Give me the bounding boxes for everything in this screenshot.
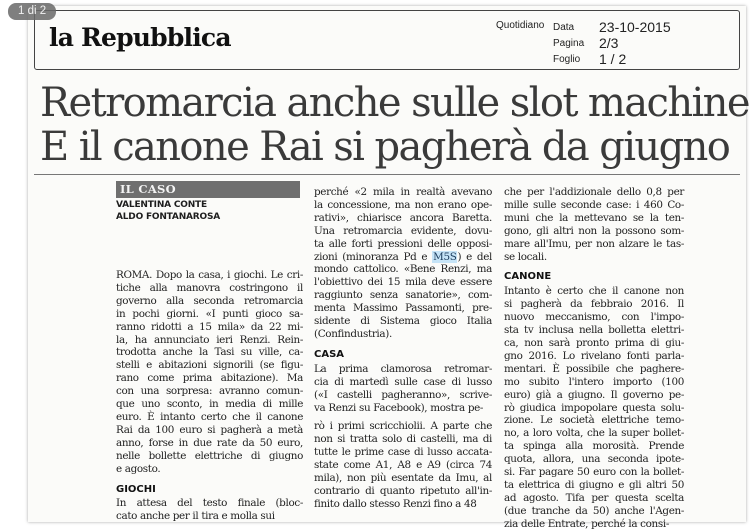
article-text-line: governo alla seconda retromarcia — [116, 294, 303, 307]
article-text-line: cia di martedì sulle case di lusso — [314, 375, 492, 388]
article-text-line: tutte le prime case di lusso accata- — [314, 446, 492, 459]
article-text-line: ROMA. Dopo la casa, i giochi. Le cri- — [116, 269, 303, 281]
article-text-line: menta Massimo Passamonti, pre- — [314, 302, 492, 315]
article-text-line: perché «2 mila in realtà avevano — [314, 186, 492, 198]
article-text-line: ta alle forti pressioni delle opposi- — [314, 237, 492, 250]
article-text-line: no, a loro volta, che la super bollet- — [504, 427, 684, 440]
meta-label: Pagina — [553, 38, 585, 49]
article-text-line: e agosto. — [116, 462, 161, 475]
article-text-line: mo subito l'intero importo (100 — [504, 375, 684, 388]
meta-row-foglio — [553, 51, 733, 67]
article-text-fragment: ) e del — [457, 250, 493, 263]
article-text-line: gno 2016. Lo rivelano fonti parla- — [504, 349, 684, 362]
article-text-line: muni che la mettevano se la ten- — [504, 211, 684, 224]
selected-text-highlight[interactable]: M5S — [433, 250, 457, 263]
article-text-line: trodotta anche la Tasi su ville, ca- — [116, 346, 303, 359]
article-text-line: con una sorpresa: avranno comun- — [116, 385, 303, 398]
article-text-line: Una retromarcia evidente, dovu- — [314, 224, 492, 237]
article-text-line: cato anche per il tira e molla sui — [116, 510, 275, 523]
newspaper-clipping — [28, 6, 749, 530]
article-text-line: sta tv inclusa nella bolletta elettri- — [504, 324, 684, 337]
paragraph-gap — [116, 476, 303, 482]
meta-label: Data — [553, 22, 575, 33]
article-text-line: anno, forse in due rate da 50 euro, — [116, 436, 303, 449]
page-counter: 1 di 2 — [8, 3, 56, 20]
article-text-line: la concessione, ma non erano ope- — [314, 198, 492, 211]
article-column-3 — [504, 186, 684, 531]
article-text-line: rano come prima abitazione). Ma — [116, 372, 303, 385]
article-text-line: mondo cattolico. «Bene Renzi, ma — [314, 263, 492, 276]
article-text-line: in pochi giorni. «I punti gioco sa- — [116, 307, 303, 320]
article-text-line: ad agosto. Tifa per questa scelta — [504, 491, 684, 504]
article-text-line: l'obiettivo dei 15 mila deve essere — [314, 276, 492, 289]
meta-label: Foglio — [553, 54, 581, 65]
article-text-line: contrario di quanto ripetuto all'in- — [314, 484, 492, 497]
article-text-line: ranno ridotti a 15 mila» da 22 mi- — [116, 320, 303, 333]
article-text-line: non si tratta solo di castelli, ma di — [314, 433, 492, 446]
article-text-line: que uno sconto, in media di mille — [116, 398, 303, 411]
article-text-line: Intanto è certo che il canone non — [504, 285, 684, 298]
article-text-line: (due tranche da 50) anche l'Agen- — [504, 504, 684, 517]
article-text-line: che per l'addizionale dello 0,8 per — [504, 186, 684, 198]
article-text-line: gono, gli altri non la possono som- — [504, 224, 684, 237]
article-text-line: si pagherà da febbraio 2016. Il — [504, 298, 684, 311]
section-heading: CASA — [314, 348, 345, 360]
article-text-line: si. Far pagare 50 euro con la bollet- — [504, 466, 684, 479]
article-text-line: zia delle Entrate, perché la consi- — [504, 517, 669, 530]
article-text-line: euro) già a giugno. Il governo pe- — [504, 388, 684, 401]
article-text-line: nuovo meccanismo, con l'impo- — [504, 311, 684, 324]
article-text-line: euro. È intanto certo che il canone — [116, 410, 303, 423]
article-text-line: (Confindustria). — [314, 327, 392, 340]
article-text-line: stelli e abitazioni signorili (se figu- — [116, 359, 303, 372]
article-text-line: mare all'Imu, per non alzare le tas- — [504, 237, 684, 250]
meta-value: 23-10-2015 — [599, 19, 671, 35]
article-text-line: sidente di Sistema gioco Italia — [314, 315, 492, 328]
article-text-line: la, ha annunciato ieri Renzi. Rein- — [116, 333, 303, 346]
article-column-2 — [314, 186, 492, 511]
newspaper-masthead: la Repubblica — [49, 23, 231, 52]
article-text-line: tiche alla manovra costringono il — [116, 281, 303, 294]
article-text-line: mentari. È possibile che paghere- — [504, 362, 684, 375]
article-text-line: raggiunto senza sanatorie», com- — [314, 289, 492, 302]
article-text-line: rò i primi scricchiolii. A parte che — [314, 420, 492, 433]
article-text-line: In attesa del testo finale (bloc- — [116, 497, 303, 510]
article-text-line: ta elettrica di giugno e gli altri 50 — [504, 478, 684, 491]
paragraph-gap — [314, 341, 492, 347]
meta-row-pagina — [553, 35, 733, 51]
clipping-header — [34, 10, 740, 70]
headline-line-2: E il canone Rai si pagherà da giugno — [40, 124, 730, 170]
article-text-line: nelle bollette elettriche di giugno — [116, 449, 303, 462]
publication-type: Quotidiano — [496, 20, 545, 31]
article-text-line: finito dallo stesso Renzi fino a 48 — [314, 497, 477, 510]
article-column-1 — [116, 269, 303, 523]
article-text-line: La prima clamorosa retromar- — [314, 362, 492, 375]
section-heading: GIOCHI — [116, 483, 156, 495]
meta-value: 2/3 — [599, 35, 619, 51]
headline-rule — [34, 174, 740, 175]
article-text-line: se locali. — [504, 250, 547, 263]
article-text-line: ca, non sarà pronto prima di giu- — [504, 336, 684, 349]
paragraph-gap — [504, 263, 684, 269]
section-label-box: IL CASO — [116, 181, 300, 198]
article-text-line: rò giudica impopolare questa solu- — [504, 401, 684, 414]
article-text-line: («I castelli pagheranno», scrive- — [314, 388, 492, 401]
byline-authors — [116, 199, 306, 223]
article-text-line: mille sulle seconde case: i 460 Co- — [504, 198, 684, 211]
article-text-line: state come A1, A8 e A9 (circa 74 — [314, 459, 492, 472]
headline-line-1: Retromarcia anche sulle slot machine — [40, 80, 749, 126]
meta-value: 1 / 2 — [599, 51, 627, 67]
author-name: ALDO FONTANAROSA — [116, 212, 221, 222]
meta-row-data — [553, 19, 733, 35]
article-text-line: rativi», chiarisce ancora Baretta. — [314, 211, 492, 224]
author-name: VALENTINA CONTE — [116, 200, 207, 210]
article-text-line: ta spinga alla morosità. Prende — [504, 440, 684, 453]
article-text-line: Rai da 100 euro si pagherà a metà — [116, 423, 303, 436]
article-text-line: zioni (minoranza Pd e M5S) e del — [314, 250, 493, 263]
article-text-line: mila), non più esentate da Imu, al — [314, 472, 492, 485]
section-heading: CANONE — [504, 271, 552, 283]
article-text-line: va Renzi su Facebook), mostra pe- — [314, 401, 484, 414]
article-text-line: quota, allora, una seconda ipote- — [504, 453, 684, 466]
article-text-line: zione. Le società elettriche temo- — [504, 414, 684, 427]
